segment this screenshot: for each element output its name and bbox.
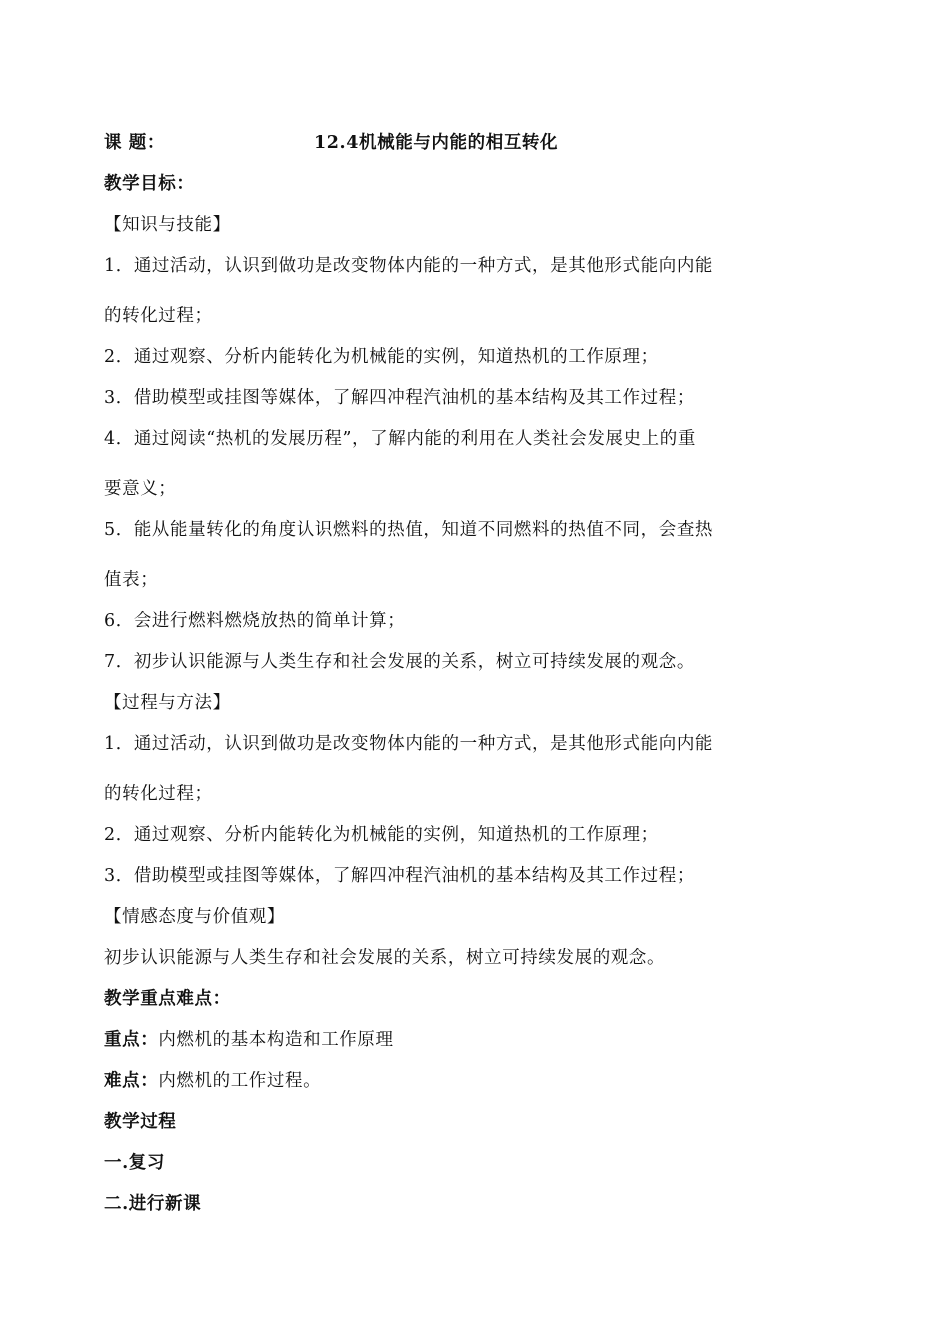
title-row bbox=[104, 132, 764, 154]
lesson-title: 12.4机械能与内能的相互转化 bbox=[314, 133, 559, 153]
teaching-process-heading: 教学过程 bbox=[104, 1112, 177, 1132]
process-method-line: 2．通过观察、分析内能转化为机械能的实例，知道热机的工作原理； bbox=[104, 825, 659, 845]
knowledge-line: 7．初步认识能源与人类生存和社会发展的关系，树立可持续发展的观念。 bbox=[104, 652, 695, 672]
attitude-text: 初步认识能源与人类生存和社会发展的关系，树立可持续发展的观念。 bbox=[104, 948, 666, 968]
knowledge-line: 的转化过程； bbox=[104, 306, 213, 326]
objectives-heading: 教学目标： bbox=[104, 174, 195, 194]
title-label: 课 题： bbox=[104, 133, 165, 153]
key-point-text: 内燃机的基本构造和工作原理 bbox=[158, 1030, 394, 1050]
knowledge-line: 3．借助模型或挂图等媒体，了解四冲程汽油机的基本结构及其工作过程； bbox=[104, 388, 695, 408]
process-method-line: 的转化过程； bbox=[104, 784, 213, 804]
key-point-label: 重点： bbox=[104, 1030, 159, 1050]
process-method-heading: 【过程与方法】 bbox=[104, 693, 231, 713]
process-method-line: 3．借助模型或挂图等媒体，了解四冲程汽油机的基本结构及其工作过程； bbox=[104, 866, 695, 886]
lesson-plan-page bbox=[104, 128, 764, 1215]
knowledge-line: 4．通过阅读“热机的发展历程”，了解内能的利用在人类社会发展史上的重 bbox=[104, 429, 696, 449]
difficulty-row bbox=[104, 1070, 764, 1092]
knowledge-line: 2．通过观察、分析内能转化为机械能的实例，知道热机的工作原理； bbox=[104, 347, 659, 367]
attitude-heading: 【情感态度与价值观】 bbox=[104, 907, 285, 927]
difficulty-text: 内燃机的工作过程。 bbox=[158, 1071, 322, 1091]
knowledge-line: 6．会进行燃料燃烧放热的简单计算； bbox=[104, 611, 406, 631]
knowledge-line: 值表； bbox=[104, 570, 159, 590]
knowledge-line: 1．通过活动，认识到做功是改变物体内能的一种方式，是其他形式能向内能 bbox=[104, 256, 714, 276]
knowledge-line: 要意义； bbox=[104, 479, 177, 499]
process-method-line: 1．通过活动，认识到做功是改变物体内能的一种方式，是其他形式能向内能 bbox=[104, 734, 714, 754]
key-points-heading: 教学重点难点： bbox=[104, 989, 231, 1009]
new-lesson-step: 二.进行新课 bbox=[104, 1194, 202, 1214]
knowledge-heading: 【知识与技能】 bbox=[104, 215, 231, 235]
key-point-row bbox=[104, 1029, 764, 1051]
difficulty-label: 难点： bbox=[104, 1071, 159, 1091]
knowledge-line: 5．能从能量转化的角度认识燃料的热值，知道不同燃料的热值不同，会查热 bbox=[104, 520, 714, 540]
review-step: 一.复习 bbox=[104, 1153, 165, 1173]
